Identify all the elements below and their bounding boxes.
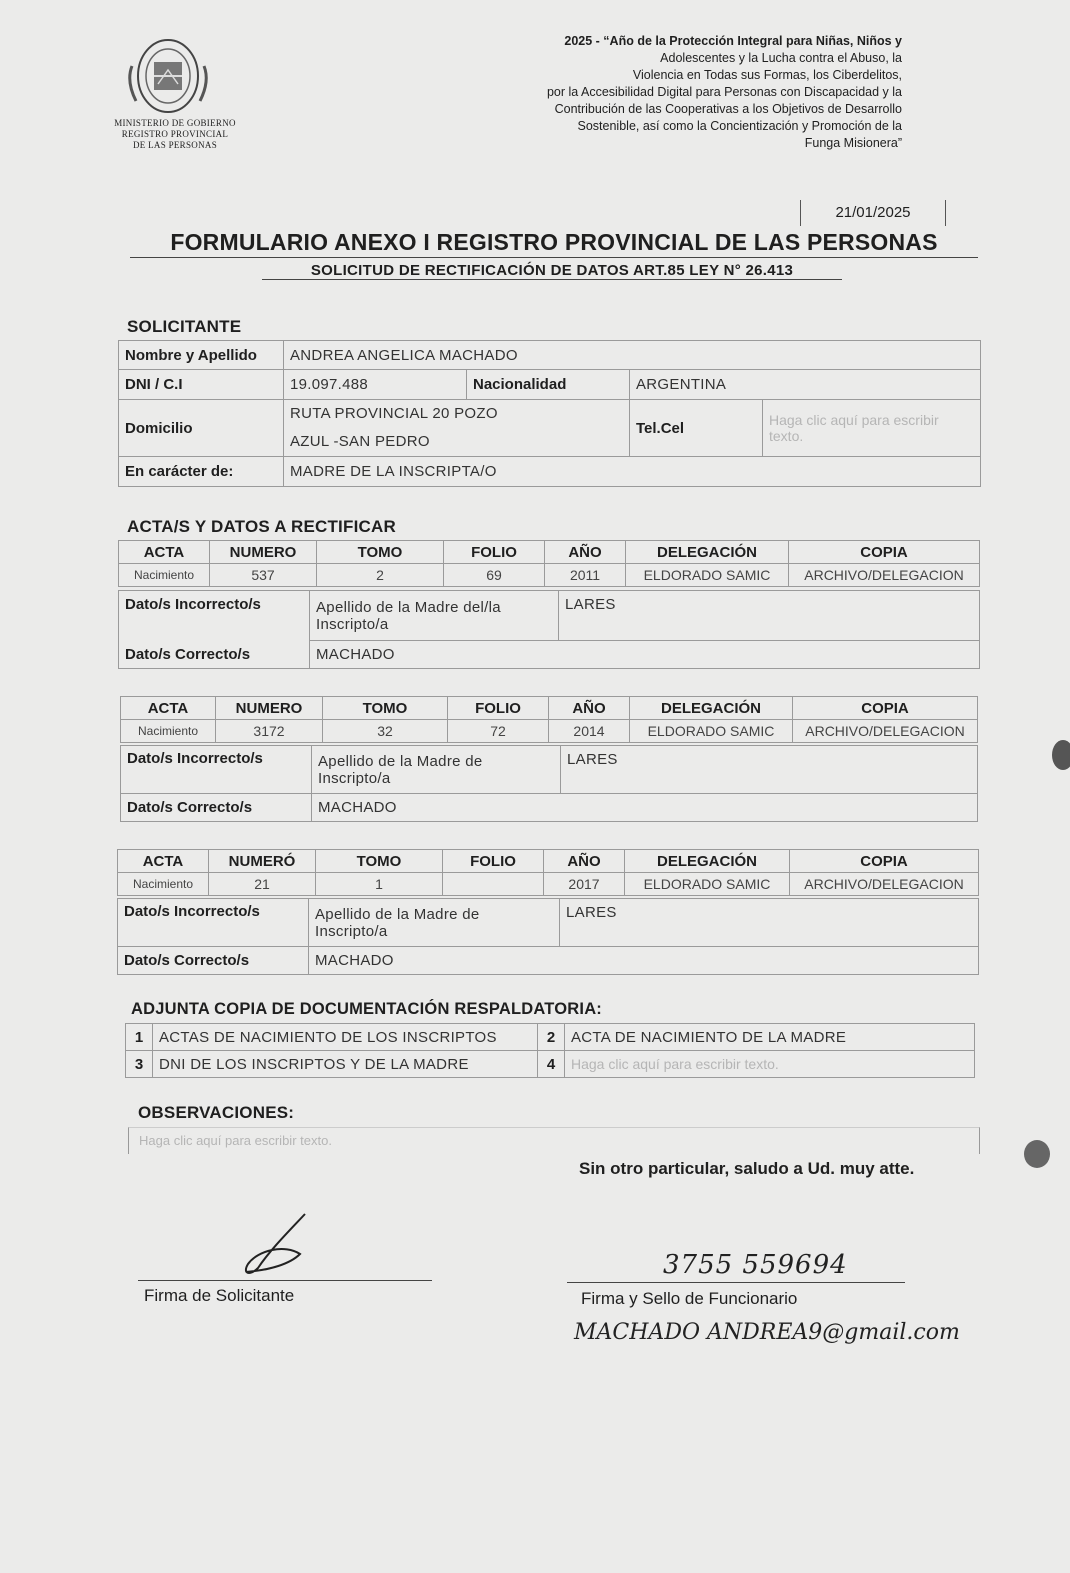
domicilio-line: AZUL -SAN PEDRO	[290, 433, 430, 450]
incorrect-field-line: Inscripto/a	[315, 922, 388, 940]
incorrect-field-line: Inscripto/a	[316, 615, 389, 633]
nombre-label: Nombre y Apellido	[119, 341, 284, 370]
acta-delegacion[interactable]: ELDORADO SAMIC	[625, 873, 790, 896]
incorrect-field[interactable]	[310, 591, 559, 641]
motto-line: Contribución de las Cooperativas a los Objetivos de Desarrollo	[554, 102, 902, 116]
firma-funcionario-label: Firma y Sello de Funcionario	[581, 1289, 798, 1308]
acta-tomo[interactable]: 2	[317, 564, 444, 587]
col-numero: NUMERO	[210, 541, 317, 564]
solicitante-table	[118, 340, 981, 487]
solicitante-heading: SOLICITANTE	[127, 317, 242, 336]
nombre-field[interactable]: ANDREA ANGELICA MACHADO	[284, 341, 981, 370]
solicitante-signature-line	[138, 1280, 432, 1281]
province-seal-logo	[118, 36, 218, 116]
acta-copia[interactable]: ARCHIVO/DELEGACION	[789, 564, 980, 587]
binder-hole-icon	[1052, 740, 1070, 770]
signature-mark-icon	[230, 1210, 320, 1280]
tel-label: Tel.Cel	[630, 400, 763, 457]
acta-copia[interactable]: ARCHIVO/DELEGACION	[790, 873, 979, 896]
funcionario-signature-line	[567, 1282, 905, 1283]
acta-folio[interactable]: 69	[444, 564, 545, 587]
acta-anio[interactable]: 2011	[545, 564, 626, 587]
incorrect-value[interactable]: LARES	[559, 591, 980, 641]
year-motto	[430, 33, 902, 152]
acta-tipo[interactable]: Nacimiento	[118, 873, 209, 896]
incorrect-label: Dato/s Incorrecto/s	[118, 899, 309, 947]
incorrect-label: Dato/s Incorrecto/s	[121, 746, 312, 794]
acta-copia[interactable]: ARCHIVO/DELEGACION	[793, 720, 978, 743]
acta-table-1	[118, 540, 980, 587]
motto-line: Sostenible, así como la Concientización y Promoción de la	[577, 119, 902, 133]
handwritten-email: MACHADO ANDREA9@gmail.com	[574, 1320, 960, 1345]
incorrect-field-line: Apellido de la Madre de	[318, 752, 483, 770]
acta-folio[interactable]	[443, 873, 544, 896]
col-acta: ACTA	[121, 697, 216, 720]
correct-value[interactable]: MACHADO	[312, 794, 978, 822]
col-acta: ACTA	[119, 541, 210, 564]
binder-hole-icon	[1024, 1140, 1050, 1168]
acta-table-2	[120, 696, 978, 743]
adjunta-heading: ADJUNTA COPIA DE DOCUMENTACIÓN RESPALDATORIA:	[131, 1000, 602, 1018]
col-delegacion: DELEGACIÓN	[630, 697, 793, 720]
acta-numero[interactable]: 3172	[216, 720, 323, 743]
incorrect-label: Dato/s Incorrecto/s	[119, 591, 310, 641]
incorrect-field-line: Apellido de la Madre del/la	[316, 598, 501, 616]
acta-table-3	[117, 849, 979, 896]
nacionalidad-label: Nacionalidad	[467, 370, 630, 400]
correct-label: Dato/s Correcto/s	[121, 794, 312, 822]
adjunta-item[interactable]: ACTAS DE NACIMIENTO DE LOS INSCRIPTOS	[153, 1024, 538, 1051]
motto-line: por la Accesibilidad Digital para Personas con Discapacidad y la	[546, 85, 902, 99]
incorrect-value[interactable]: LARES	[561, 746, 978, 794]
motto-line: Violencia en Todas sus Formas, los Ciberdelitos,	[632, 68, 902, 82]
col-delegacion: DELEGACIÓN	[625, 850, 790, 873]
incorrect-field[interactable]	[309, 899, 560, 947]
form-subtitle: SOLICITUD DE RECTIFICACIÓN DE DATOS ART.85 LEY N° 26.413	[262, 262, 842, 280]
acta-tomo[interactable]: 1	[316, 873, 443, 896]
adjunta-num: 4	[538, 1051, 565, 1078]
acta-anio[interactable]: 2014	[549, 720, 630, 743]
motto-line: Adolescentes y la Lucha contra el Abuso, la	[660, 51, 902, 65]
col-folio: FOLIO	[443, 850, 544, 873]
closing-text: Sin otro particular, saludo a Ud. muy atte.	[579, 1159, 915, 1178]
col-tomo: TOMO	[317, 541, 444, 564]
acta-numero[interactable]: 21	[209, 873, 316, 896]
domicilio-field[interactable]	[284, 400, 630, 457]
adjunta-item[interactable]: ACTA DE NACIMIENTO DE LA MADRE	[565, 1024, 975, 1051]
col-folio: FOLIO	[448, 697, 549, 720]
observaciones-heading: OBSERVACIONES:	[138, 1103, 295, 1122]
motto-line: Funga Misionera”	[804, 136, 902, 150]
ministry-line: DE LAS PERSONAS	[132, 140, 217, 150]
correct-label: Dato/s Correcto/s	[118, 947, 309, 975]
firma-solicitante-label: Firma de Solicitante	[144, 1286, 295, 1305]
col-anio: AÑO	[549, 697, 630, 720]
form-title: FORMULARIO ANEXO I REGISTRO PROVINCIAL DE LAS PERSONAS	[130, 229, 978, 258]
correct-label: Dato/s Correcto/s	[119, 641, 310, 669]
date-field[interactable]: 21/01/2025	[800, 200, 946, 226]
acta-delegacion[interactable]: ELDORADO SAMIC	[630, 720, 793, 743]
incorrect-value[interactable]: LARES	[560, 899, 979, 947]
col-acta: ACTA	[118, 850, 209, 873]
tel-field[interactable]: Haga clic aquí para escribir texto.	[763, 400, 981, 457]
col-tomo: TOMO	[316, 850, 443, 873]
col-folio: FOLIO	[444, 541, 545, 564]
caracter-label: En carácter de:	[119, 457, 284, 487]
acta-delegacion[interactable]: ELDORADO SAMIC	[626, 564, 789, 587]
ministry-line: REGISTRO PROVINCIAL	[121, 129, 229, 139]
acta-tipo[interactable]: Nacimiento	[121, 720, 216, 743]
incorrect-field[interactable]	[312, 746, 561, 794]
adjunta-table	[125, 1023, 975, 1078]
col-delegacion: DELEGACIÓN	[626, 541, 789, 564]
caracter-field[interactable]: MADRE DE LA INSCRIPTA/O	[284, 457, 981, 487]
nacionalidad-field[interactable]: ARGENTINA	[630, 370, 981, 400]
acta-numero[interactable]: 537	[210, 564, 317, 587]
adjunta-item-placeholder[interactable]: Haga clic aquí para escribir texto.	[565, 1051, 975, 1078]
acta-fix-table-3	[117, 898, 979, 975]
motto-line: 2025 - “Año de la Protección Integral para Niñas, Niños y	[564, 34, 902, 48]
adjunta-item[interactable]: DNI DE LOS INSCRIPTOS Y DE LA MADRE	[153, 1051, 538, 1078]
col-tomo: TOMO	[323, 697, 448, 720]
correct-value[interactable]: MACHADO	[309, 947, 979, 975]
col-anio: AÑO	[545, 541, 626, 564]
correct-value[interactable]: MACHADO	[310, 641, 980, 669]
acta-fix-table-1	[118, 590, 980, 669]
adjunta-num: 3	[126, 1051, 153, 1078]
actas-heading: ACTA/S Y DATOS A RECTIFICAR	[127, 517, 396, 536]
adjunta-num: 1	[126, 1024, 153, 1051]
col-numero: NUMERÓ	[209, 850, 316, 873]
dni-field[interactable]: 19.097.488	[284, 370, 467, 400]
observaciones-field[interactable]: Haga clic aquí para escribir texto.	[128, 1127, 980, 1154]
acta-folio[interactable]: 72	[448, 720, 549, 743]
adjunta-num: 2	[538, 1024, 565, 1051]
acta-anio[interactable]: 2017	[544, 873, 625, 896]
col-copia: COPIA	[793, 697, 978, 720]
acta-fix-table-2	[120, 745, 978, 822]
acta-tomo[interactable]: 32	[323, 720, 448, 743]
domicilio-line: RUTA PROVINCIAL 20 POZO	[290, 405, 498, 422]
handwritten-phone: 3755 559694	[663, 1250, 848, 1280]
col-copia: COPIA	[790, 850, 979, 873]
ministry-line: MINISTERIO DE GOBIERNO	[114, 118, 236, 128]
incorrect-field-line: Inscripto/a	[318, 769, 391, 787]
col-numero: NUMERO	[216, 697, 323, 720]
ministry-name	[95, 118, 255, 151]
domicilio-label: Domicilio	[119, 400, 284, 457]
dni-label: DNI / C.I	[119, 370, 284, 400]
col-anio: AÑO	[544, 850, 625, 873]
incorrect-field-line: Apellido de la Madre de	[315, 905, 480, 923]
col-copia: COPIA	[789, 541, 980, 564]
acta-tipo[interactable]: Nacimiento	[119, 564, 210, 587]
